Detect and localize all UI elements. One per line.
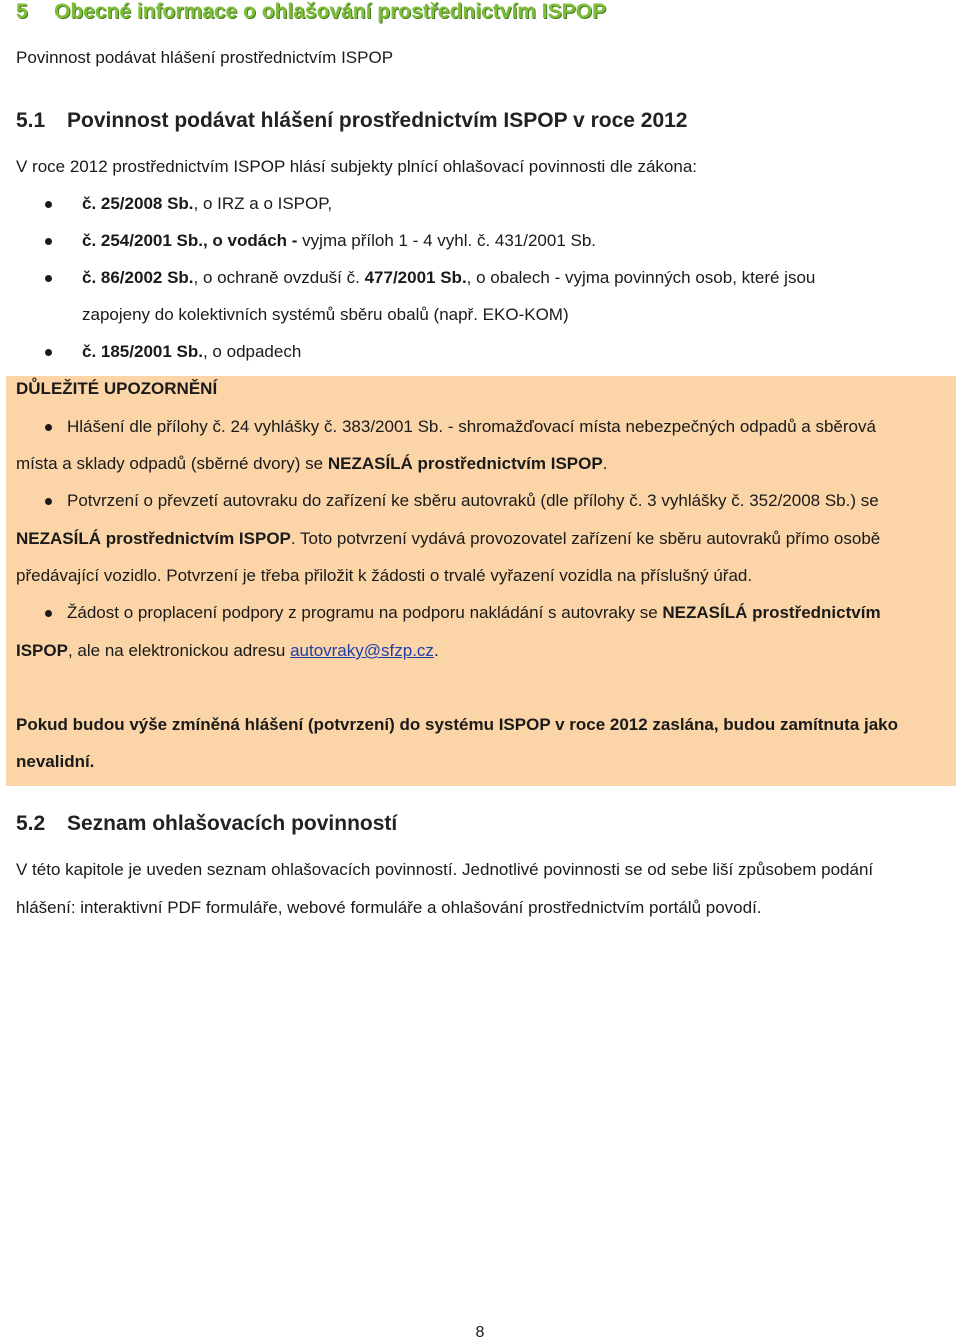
bullet-icon (45, 610, 52, 617)
list-item: č. 86/2002 Sb., o ochraně ovzduší č. 477/2001 Sb., o obalech - vyjma povinných osob, které jsou (82, 268, 816, 287)
section-heading-5-2 (16, 812, 397, 836)
section-heading-5 (16, 0, 606, 24)
warning-item-2-line-1: Potvrzení o převzetí autovraku do zařízení ke sběru autovraků (dle přílohy č. 3 vyhlášky č. 352/2008 Sb.) se (67, 491, 879, 510)
bullet-icon (45, 238, 52, 245)
warning-heading: DŮLEŽITÉ UPOZORNĚNÍ (16, 379, 218, 398)
warning-item-1-line-2: místa a sklady odpadů (sběrné dvory) se NEZASÍLÁ prostřednictvím ISPOP. (16, 454, 608, 473)
section-title: Seznam ohlašovacích povinností (67, 812, 398, 835)
section-5-2-line-2: hlášení: interaktivní PDF formuláře, webové formuláře a ohlašování prostřednictvím portálů povodí. (16, 898, 762, 917)
warning-item-3-line-2: ISPOP, ale na elektronickou adresu autovraky@sfzp.cz. (16, 641, 439, 660)
warning-item-3-line-1: Žádost o proplacení podpory z programu na podporu nakládání s autovraky se NEZASÍLÁ prostřednictvím (67, 603, 881, 622)
section-number: 5.2 (16, 812, 46, 835)
section-title: Povinnost podávat hlášení prostřednictvím ISPOP v roce 2012 (67, 109, 688, 132)
section-title: Obecné informace o ohlašování prostřednictvím ISPOP (54, 0, 606, 23)
warning-item-1-line-1: Hlášení dle přílohy č. 24 vyhlášky č. 383/2001 Sb. - shromažďovací místa nebezpečných odpadů a sběrová (67, 417, 876, 436)
bullet-icon (45, 275, 52, 282)
page-number: 8 (475, 1324, 485, 1341)
warning-item-2-line-3: předávající vozidlo. Potvrzení je třeba přiložit k žádosti o trvalé vyřazení vozidla na příslušný úřad. (16, 566, 753, 585)
warning-item-2-line-2: NEZASÍLÁ prostřednictvím ISPOP. Toto potvrzení vydává provozovatel zařízení ke sběru autovraků přímo osobě (16, 529, 881, 548)
warning-final-line-2: nevalidní. (16, 752, 95, 771)
bullet-icon (45, 498, 52, 505)
section-5-2-line-1: V této kapitole je uveden seznam ohlašovacích povinností. Jednotlivé povinnosti se od sebe liší způsobem podání (16, 860, 874, 879)
section-intro: Povinnost podávat hlášení prostřednictvím ISPOP (16, 48, 394, 67)
bullet-icon (45, 424, 52, 431)
bullet-icon (45, 349, 52, 356)
laws-intro: V roce 2012 prostřednictvím ISPOP hlásí subjekty plnící ohlašovací povinnosti dle zákona: (16, 157, 697, 176)
section-heading-5-1 (16, 109, 687, 133)
list-item: č. 254/2001 Sb., o vodách - vyjma příloh 1 - 4 vyhl. č. 431/2001 Sb. (82, 231, 597, 250)
section-number: 5.1 (16, 109, 46, 132)
email-link[interactable]: autovraky@sfzp.cz (290, 641, 434, 660)
list-item: č. 185/2001 Sb., o odpadech (82, 342, 302, 361)
list-item-continuation: zapojeny do kolektivních systémů sběru obalů (např. EKO-KOM) (82, 305, 569, 324)
list-item: č. 25/2008 Sb., o IRZ a o ISPOP, (82, 194, 333, 213)
warning-final-line-1: Pokud budou výše zmíněná hlášení (potvrzení) do systému ISPOP v roce 2012 zaslána, budou zamítnuta jako (16, 715, 899, 734)
bullet-icon (45, 201, 52, 208)
section-number: 5 (16, 0, 28, 23)
